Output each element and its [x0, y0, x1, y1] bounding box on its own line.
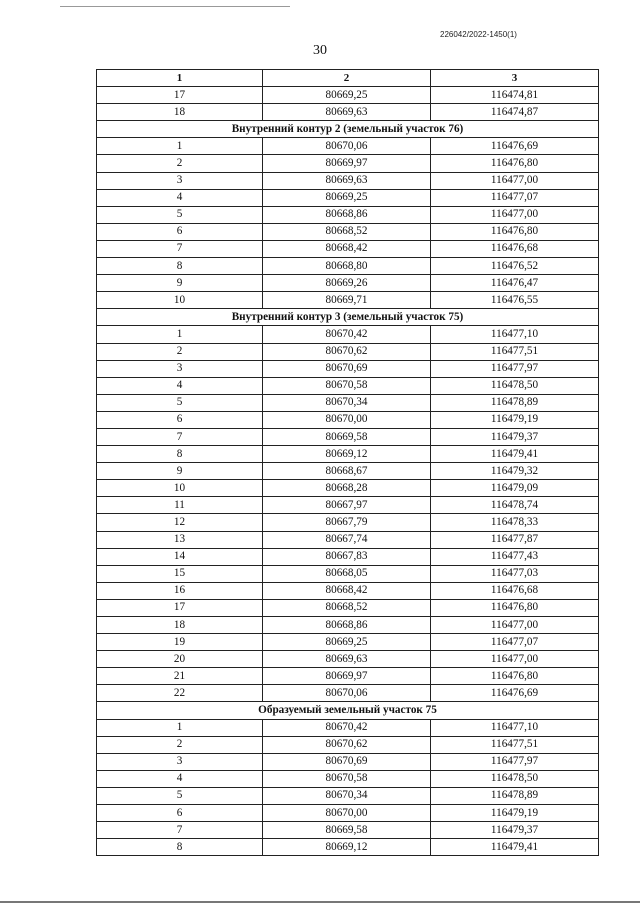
table-row: [97, 428, 599, 445]
y-coordinate-cell: 116476,47: [431, 275, 599, 292]
x-coordinate-cell: 80668,52: [263, 599, 431, 616]
y-coordinate-cell: 116478,89: [431, 394, 599, 411]
table-row: [97, 839, 599, 856]
document-number: 226042/2022-1450(1): [440, 30, 517, 39]
point-number-cell: 8: [97, 446, 263, 463]
y-coordinate-cell: 116479,37: [431, 822, 599, 839]
table-row: [97, 599, 599, 616]
x-coordinate-cell: 80670,00: [263, 805, 431, 822]
y-coordinate-cell: 116478,33: [431, 514, 599, 531]
table-row: [97, 497, 599, 514]
y-coordinate-cell: 116479,19: [431, 411, 599, 428]
x-coordinate-cell: 80670,42: [263, 719, 431, 736]
table-row: [97, 514, 599, 531]
point-number-cell: 5: [97, 787, 263, 804]
point-number-cell: 1: [97, 326, 263, 343]
x-coordinate-cell: 80669,25: [263, 634, 431, 651]
x-coordinate-cell: 80667,83: [263, 548, 431, 565]
point-number-cell: 18: [97, 617, 263, 634]
point-number-cell: 9: [97, 463, 263, 480]
x-coordinate-cell: 80669,63: [263, 104, 431, 121]
y-coordinate-cell: 116479,32: [431, 463, 599, 480]
x-coordinate-cell: 80670,06: [263, 685, 431, 702]
table-row: [97, 240, 599, 257]
x-coordinate-cell: 80670,34: [263, 394, 431, 411]
y-coordinate-cell: 116479,37: [431, 428, 599, 445]
y-coordinate-cell: 116476,52: [431, 258, 599, 275]
table-row: [97, 411, 599, 428]
point-number-cell: 5: [97, 394, 263, 411]
y-coordinate-cell: 116479,09: [431, 480, 599, 497]
x-coordinate-cell: 80670,42: [263, 326, 431, 343]
section-row: [97, 702, 599, 719]
section-title: Образуемый земельный участок 75: [97, 702, 599, 719]
table-row: [97, 104, 599, 121]
x-coordinate-cell: 80669,63: [263, 172, 431, 189]
column-header-3: 3: [431, 70, 599, 87]
y-coordinate-cell: 116476,80: [431, 155, 599, 172]
y-coordinate-cell: 116478,50: [431, 770, 599, 787]
x-coordinate-cell: 80670,06: [263, 138, 431, 155]
y-coordinate-cell: 116477,43: [431, 548, 599, 565]
table-row: [97, 565, 599, 582]
point-number-cell: 10: [97, 480, 263, 497]
point-number-cell: 4: [97, 377, 263, 394]
y-coordinate-cell: 116476,80: [431, 599, 599, 616]
table-row: [97, 582, 599, 599]
x-coordinate-cell: 80668,67: [263, 463, 431, 480]
x-coordinate-cell: 80669,97: [263, 155, 431, 172]
point-number-cell: 1: [97, 719, 263, 736]
x-coordinate-cell: 80667,79: [263, 514, 431, 531]
point-number-cell: 6: [97, 223, 263, 240]
table-row: [97, 822, 599, 839]
table-row: [97, 770, 599, 787]
x-coordinate-cell: 80668,42: [263, 582, 431, 599]
point-number-cell: 6: [97, 411, 263, 428]
x-coordinate-cell: 80670,58: [263, 770, 431, 787]
y-coordinate-cell: 116477,87: [431, 531, 599, 548]
point-number-cell: 3: [97, 753, 263, 770]
y-coordinate-cell: 116477,00: [431, 617, 599, 634]
x-coordinate-cell: 80669,25: [263, 189, 431, 206]
point-number-cell: 17: [97, 599, 263, 616]
y-coordinate-cell: 116477,97: [431, 360, 599, 377]
x-coordinate-cell: 80669,71: [263, 292, 431, 309]
y-coordinate-cell: 116478,89: [431, 787, 599, 804]
bottom-rule: [0, 901, 640, 903]
y-coordinate-cell: 116479,41: [431, 446, 599, 463]
table-row: [97, 87, 599, 104]
y-coordinate-cell: 116477,51: [431, 343, 599, 360]
point-number-cell: 5: [97, 206, 263, 223]
y-coordinate-cell: 116477,51: [431, 736, 599, 753]
point-number-cell: 11: [97, 497, 263, 514]
x-coordinate-cell: 80670,58: [263, 377, 431, 394]
y-coordinate-cell: 116479,41: [431, 839, 599, 856]
x-coordinate-cell: 80669,12: [263, 446, 431, 463]
y-coordinate-cell: 116479,19: [431, 805, 599, 822]
header-row: [97, 70, 599, 87]
point-number-cell: 9: [97, 275, 263, 292]
table-row: [97, 446, 599, 463]
y-coordinate-cell: 116477,00: [431, 206, 599, 223]
table-row: [97, 617, 599, 634]
table-row: [97, 531, 599, 548]
y-coordinate-cell: 116477,00: [431, 651, 599, 668]
point-number-cell: 21: [97, 668, 263, 685]
x-coordinate-cell: 80670,69: [263, 753, 431, 770]
y-coordinate-cell: 116476,55: [431, 292, 599, 309]
x-coordinate-cell: 80668,86: [263, 617, 431, 634]
table-row: [97, 189, 599, 206]
x-coordinate-cell: 80670,00: [263, 411, 431, 428]
table-row: [97, 668, 599, 685]
x-coordinate-cell: 80668,86: [263, 206, 431, 223]
x-coordinate-cell: 80670,34: [263, 787, 431, 804]
table-header: [97, 70, 599, 87]
x-coordinate-cell: 80668,42: [263, 240, 431, 257]
y-coordinate-cell: 116477,07: [431, 189, 599, 206]
table-row: [97, 787, 599, 804]
point-number-cell: 1: [97, 138, 263, 155]
point-number-cell: 2: [97, 343, 263, 360]
table-row: [97, 138, 599, 155]
table-body: [97, 87, 599, 856]
section-row: [97, 309, 599, 326]
point-number-cell: 3: [97, 172, 263, 189]
table-row: [97, 548, 599, 565]
x-coordinate-cell: 80670,62: [263, 736, 431, 753]
y-coordinate-cell: 116477,07: [431, 634, 599, 651]
page-number: 30: [313, 43, 327, 58]
point-number-cell: 18: [97, 104, 263, 121]
y-coordinate-cell: 116474,87: [431, 104, 599, 121]
table-row: [97, 155, 599, 172]
column-header-2: 2: [263, 70, 431, 87]
x-coordinate-cell: 80667,74: [263, 531, 431, 548]
column-header-1: 1: [97, 70, 263, 87]
y-coordinate-cell: 116477,03: [431, 565, 599, 582]
section-title: Внутренний контур 2 (земельный участок 76): [97, 121, 599, 138]
point-number-cell: 2: [97, 155, 263, 172]
point-number-cell: 4: [97, 770, 263, 787]
y-coordinate-cell: 116476,68: [431, 582, 599, 599]
top-rule: [60, 6, 290, 7]
section-title: Внутренний контур 3 (земельный участок 75): [97, 309, 599, 326]
y-coordinate-cell: 116476,69: [431, 685, 599, 702]
x-coordinate-cell: 80669,58: [263, 822, 431, 839]
x-coordinate-cell: 80667,97: [263, 497, 431, 514]
table-row: [97, 394, 599, 411]
table-row: [97, 634, 599, 651]
point-number-cell: 14: [97, 548, 263, 565]
table-row: [97, 805, 599, 822]
y-coordinate-cell: 116474,81: [431, 87, 599, 104]
table-row: [97, 480, 599, 497]
table-row: [97, 292, 599, 309]
y-coordinate-cell: 116476,68: [431, 240, 599, 257]
table-row: [97, 360, 599, 377]
x-coordinate-cell: 80669,25: [263, 87, 431, 104]
point-number-cell: 7: [97, 428, 263, 445]
point-number-cell: 22: [97, 685, 263, 702]
point-number-cell: 16: [97, 582, 263, 599]
table-row: [97, 463, 599, 480]
y-coordinate-cell: 116477,10: [431, 326, 599, 343]
x-coordinate-cell: 80670,69: [263, 360, 431, 377]
table-row: [97, 206, 599, 223]
y-coordinate-cell: 116478,50: [431, 377, 599, 394]
x-coordinate-cell: 80668,05: [263, 565, 431, 582]
table-row: [97, 719, 599, 736]
x-coordinate-cell: 80669,97: [263, 668, 431, 685]
point-number-cell: 7: [97, 240, 263, 257]
point-number-cell: 2: [97, 736, 263, 753]
table-row: [97, 377, 599, 394]
point-number-cell: 6: [97, 805, 263, 822]
point-number-cell: 13: [97, 531, 263, 548]
x-coordinate-cell: 80669,26: [263, 275, 431, 292]
point-number-cell: 8: [97, 258, 263, 275]
table-row: [97, 343, 599, 360]
table-row: [97, 685, 599, 702]
point-number-cell: 7: [97, 822, 263, 839]
x-coordinate-cell: 80668,80: [263, 258, 431, 275]
y-coordinate-cell: 116476,69: [431, 138, 599, 155]
point-number-cell: 19: [97, 634, 263, 651]
table-row: [97, 258, 599, 275]
point-number-cell: 17: [97, 87, 263, 104]
x-coordinate-cell: 80669,12: [263, 839, 431, 856]
point-number-cell: 8: [97, 839, 263, 856]
x-coordinate-cell: 80670,62: [263, 343, 431, 360]
point-number-cell: 3: [97, 360, 263, 377]
x-coordinate-cell: 80669,58: [263, 428, 431, 445]
table-row: [97, 651, 599, 668]
y-coordinate-cell: 116477,00: [431, 172, 599, 189]
y-coordinate-cell: 116476,80: [431, 668, 599, 685]
point-number-cell: 4: [97, 189, 263, 206]
table-row: [97, 753, 599, 770]
y-coordinate-cell: 116478,74: [431, 497, 599, 514]
table-row: [97, 172, 599, 189]
point-number-cell: 12: [97, 514, 263, 531]
section-row: [97, 121, 599, 138]
x-coordinate-cell: 80668,28: [263, 480, 431, 497]
table-row: [97, 736, 599, 753]
point-number-cell: 20: [97, 651, 263, 668]
table-row: [97, 275, 599, 292]
table-row: [97, 326, 599, 343]
y-coordinate-cell: 116477,10: [431, 719, 599, 736]
y-coordinate-cell: 116476,80: [431, 223, 599, 240]
point-number-cell: 15: [97, 565, 263, 582]
point-number-cell: 10: [97, 292, 263, 309]
y-coordinate-cell: 116477,97: [431, 753, 599, 770]
coordinates-table: [96, 69, 599, 856]
table-row: [97, 223, 599, 240]
x-coordinate-cell: 80668,52: [263, 223, 431, 240]
x-coordinate-cell: 80669,63: [263, 651, 431, 668]
